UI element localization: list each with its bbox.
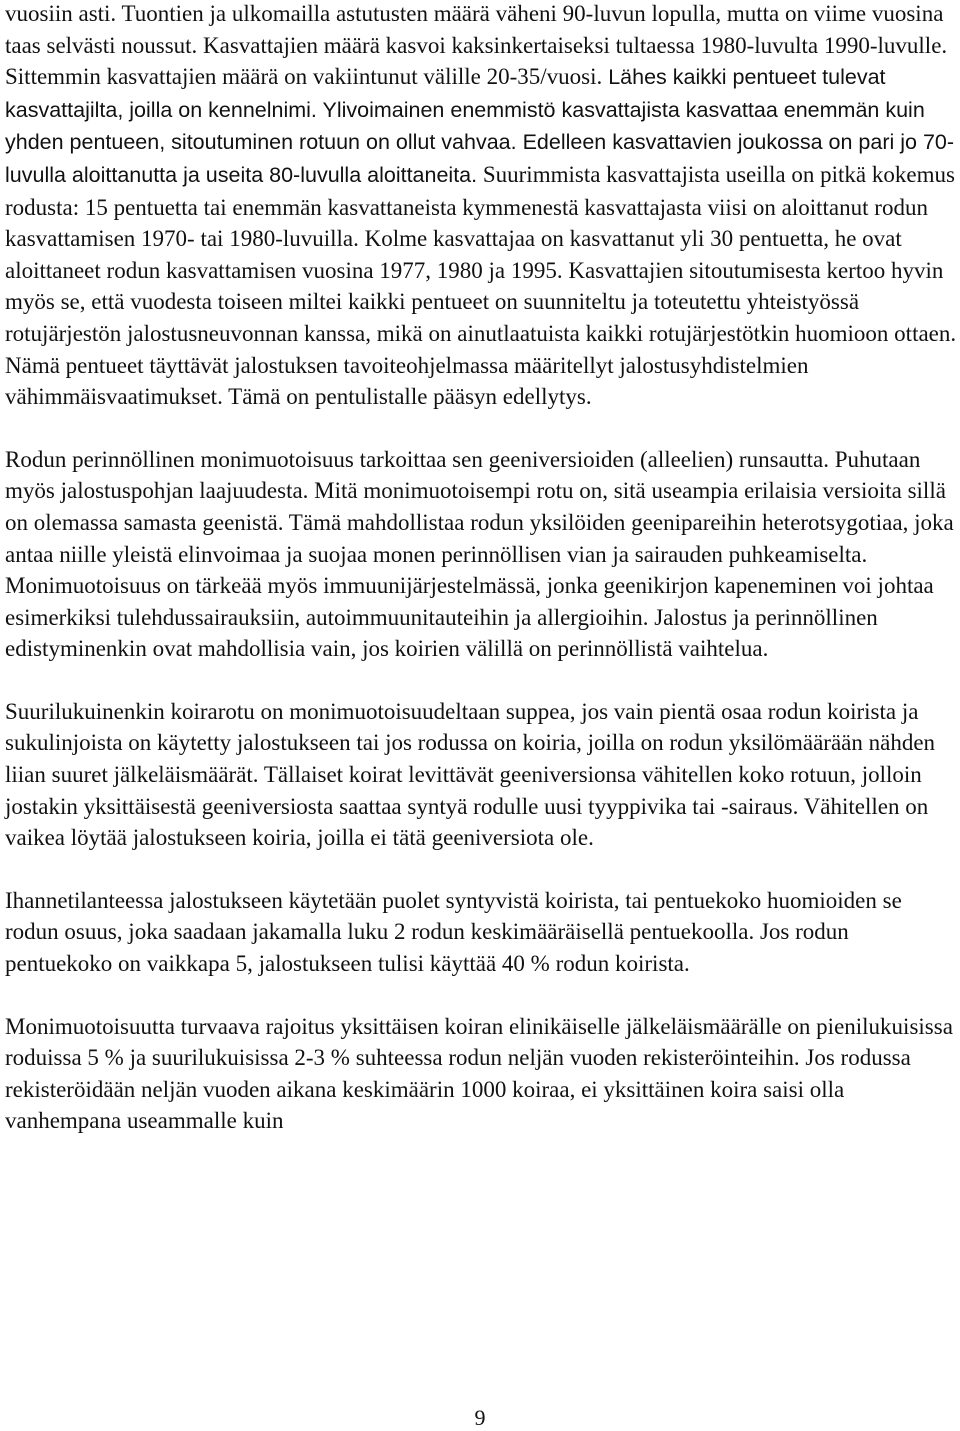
paragraph-ideal-breeding: Ihannetilanteessa jalostukseen käytetään puolet syntyvistä koirista, tai pentuekoko huomioiden se rodun osuus, joka saadaan jakamalla luku 2 rodun keskimääräisellä pentuekoolla. Jos rodun pentuekoko on vaikkapa 5, jalostukseen tulisi käyttää 40 % rodun koirista.: [5, 887, 902, 977]
document-page: [5, 0, 957, 1168]
paragraph-breeders-part-1: vuosiin asti. Tuontien ja ulkomailla astutusten määrä väheni 90-luvun lopulla, mutta on viime vuosina taas selvästi noussut. Kasvattajien määrä kasvoi kaksinkertaiseksi tultaessa 1980-luvulta 1990-luvulle. Sittemmin kasvattajien määrä on vakiintunut välille 20-35/vuosi.: [5, 1, 948, 90]
paragraph-offspring-limit: Monimuotoisuutta turvaava rajoitus yksittäisen koiran elinikäiselle jälkeläismäärälle on pienilukuisissa roduissa 5 % ja suurilukuisissa 2-3 % suhteessa rodun neljän vuoden rekisteröinteihin. Jos rodussa rekisteröidään neljän vuoden aikana keskimäärin 1000 koiraa, ei yksittäinen koira saisi olla vanhempana useammalle kuin: [5, 1013, 953, 1134]
paragraph-genetic-diversity: Rodun perinnöllinen monimuotoisuus tarkoittaa sen geeniversioiden (alleelien) runsautta. Puhutaan myös jalostuspohjan laajuudesta. Mitä monimuotoisempi rotu on, sitä useampia erilaisia versioita sillä on olemassa samasta geenistä. Tämä mahdollistaa rodun yksilöiden geenipareihin heterotsygotiaa, joka antaa niille yleistä elinvoimaa ja suojaa monen perinnöllisen vian ja sairauden puhkeamiselta. Monimuotoisuus on tärkeää myös immuunijärjestelmässä, jonka geenikirjon kapeneminen voi johtaa esimerkiksi tulehdussairauksiin, autoimmuunitauteihin ja allergioihin. Jalostus ja perinnöllinen edistyminenkin ovat mahdollisia vain, jos koirien välillä on perinnöllistä vaihtelua.: [5, 446, 954, 662]
paragraph-narrow-gene-pool: Suurilukuinenkin koirarotu on monimuotoisuudeltaan suppea, jos vain pientä osaa rodun koirista ja sukulinjoista on käytetty jalostukseen tai jos rodussa on koiria, joilla on rodun yksilömäärään nähden liian suuret jälkeläismäärät. Tällaiset koirat levittävät geeniversionsa vähitellen koko rotuun, jolloin jostakin yksittäisestä geeniversiosta saattaa syntyä rodulle uusi tyyppivika tai -sairaus. Vähitellen on vaikea löytää jalostukseen koiria, joilla ei tätä geeniversiota ole.: [5, 698, 936, 851]
paragraph-breeders-part-2: Lähes kaikki pentueet tulevat kasvattajilta, joilla on kennelnimi. Ylivoimainen enemmistö kasvattajista kasvattaa enemmän kuin yhden pentueen, sitoutuminen rotuun on ollut vahvaa. Edelleen kasvattavien joukossa on pari jo 70-luvulla aloittanutta ja useita 80-luvulla aloittaneita.: [5, 65, 955, 187]
paragraph-breeders: [5, 0, 957, 413]
paragraph-breeders-part-3: Suurimmista kasvattajista useilla on pitkä kokemus rodusta: 15 pentuetta tai enemmän kasvattaneista kymmenestä kasvattajasta viisi on aloittanut rodun kasvattamisen 1970- tai 1980-luvuilla. Kolme kasvattajaa on kasvattanut yli 30 pentuetta, he ovat aloittaneet rodun kasvattamisen vuosina 1977, 1980 ja 1995. Kasvattajien sitoutumisesta kertoo hyvin myös se, että vuodesta toiseen miltei kaikki pentueet on suunniteltu ja toteutettu yhteistyössä rotujärjestön jalostusneuvonnan kanssa, mikä on ainutlaatuista kaikki rotujärjestötkin huomioon ottaen. Nämä pentueet täyttävät jalostuksen tavoiteohjelmassa määritellyt jalostusyhdistelmien vähimmäisvaatimukset. Tämä on pentulistalle pääsyn edellytys.: [5, 161, 957, 410]
page-number: 9: [474, 1405, 486, 1430]
